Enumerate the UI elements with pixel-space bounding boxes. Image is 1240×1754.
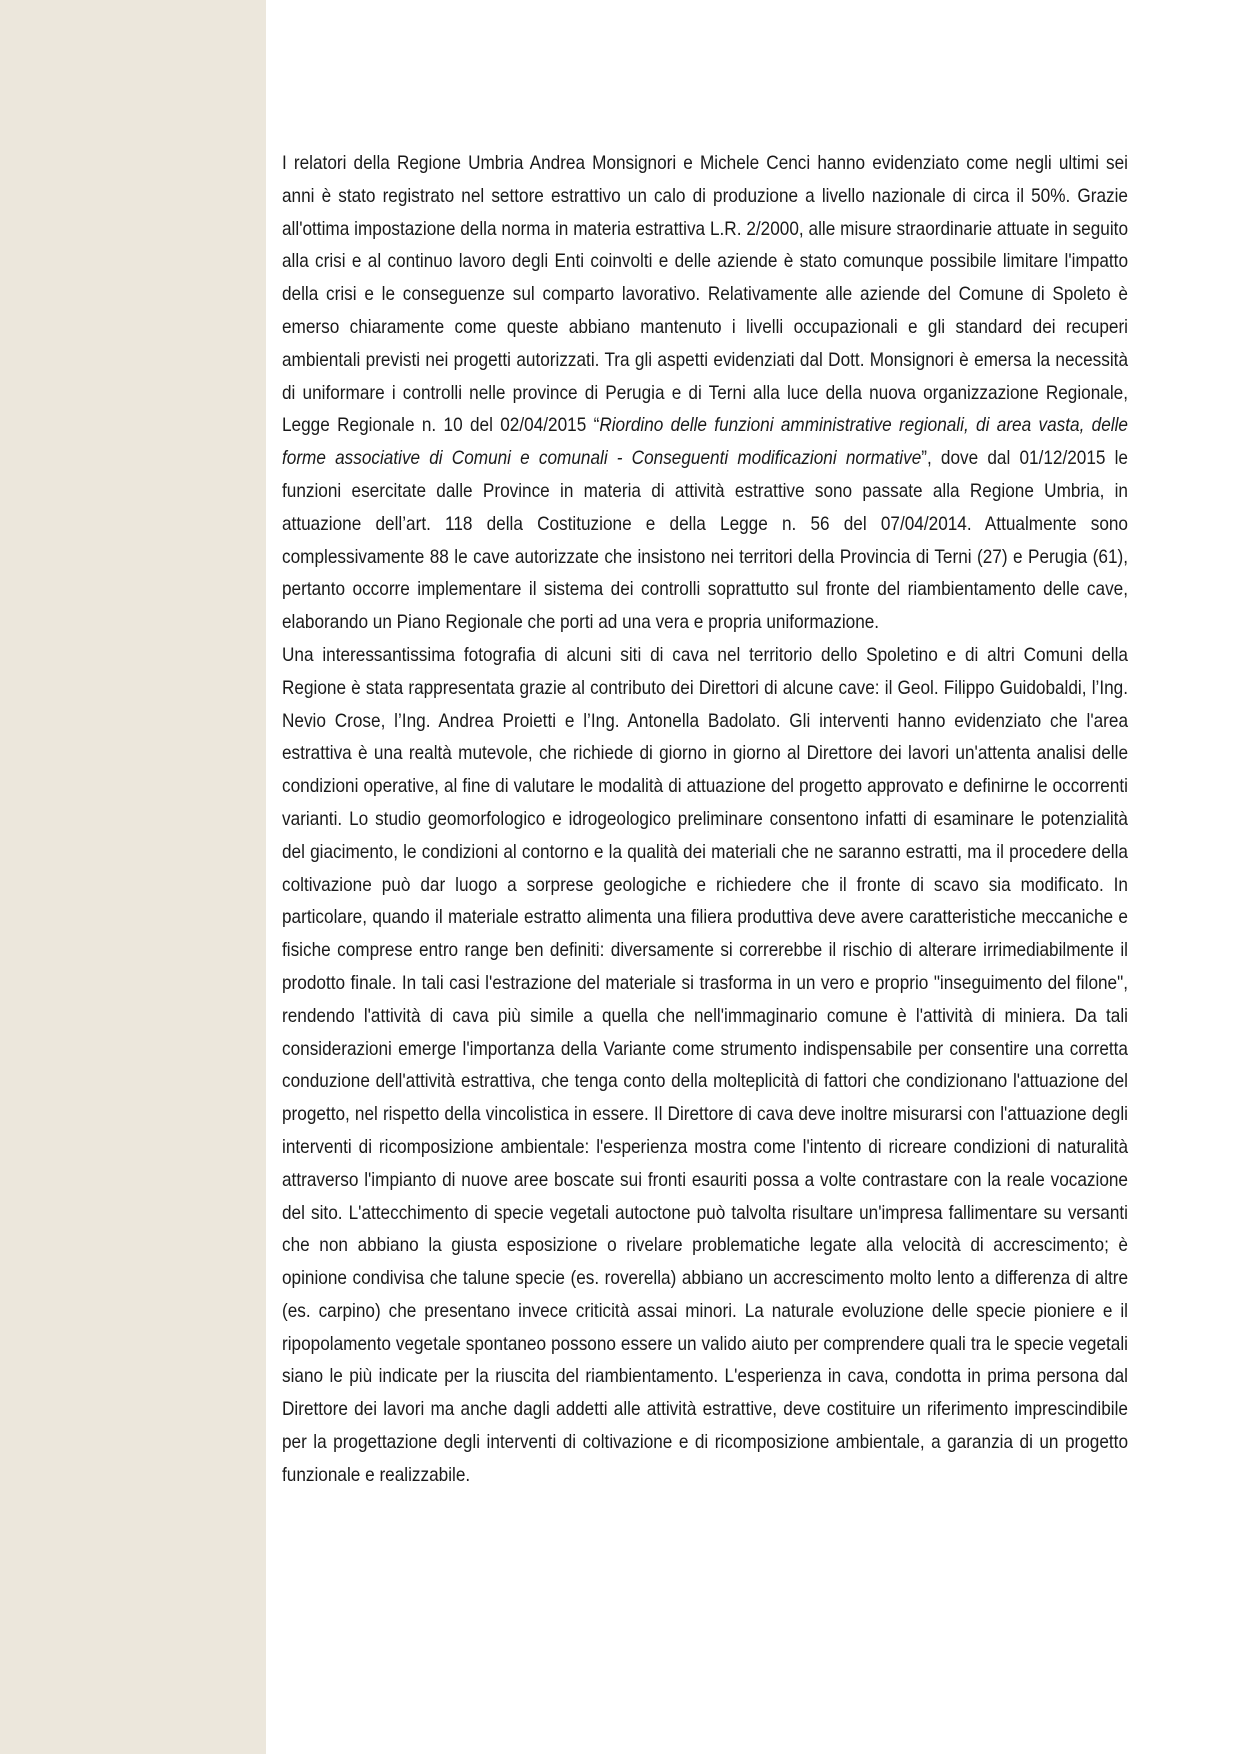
document-body [282,148,1128,1493]
paragraph-1-text-a: I relatori della Regione Umbria Andrea Monsignori e Michele Cenci hanno evidenziato come negli ultimi sei anni è stato registrato nel settore estrattivo un calo di produzione a livello nazionale di circa il 50%. Grazie all'ottima impostazione della norma in materia estrattiva L.R. 2/2000, alle misure straordinarie attuate in seguito alla crisi e al continuo lavoro degli Enti coinvolti e delle aziende è stato comunque possibile limitare l'impatto della crisi e le conseguenze sul comparto lavorativo. Relativamente alle aziende del Comune di Spoleto è emerso chiaramente come queste abbiano mantenuto i livelli occupazionali e gli standard dei recuperi ambientali previsti nei progetti autorizzati. Tra gli aspetti evidenziati dal Dott. Monsignori è emersa la necessità di uniformare i controlli nelle province di Perugia e di Terni alla luce della nuova organizzazione Regionale, Legge Regionale n. 10 del 02/04/2015 “ [282,153,1128,437]
paragraph-1 [282,148,1128,640]
law-title-italic: Riordino delle funzioni amministrative regionali, di area vasta, delle forme associative di Comuni e comunali - Conseguenti modificazioni normative [282,415,1128,470]
paragraph-2 [282,640,1128,1493]
paragraph-2-text: Una interessantissima fotografia di alcuni siti di cava nel territorio dello Spoletino e di altri Comuni della Regione è stata rappresentata grazie al contributo dei Direttori di alcune cave: il Geol. Filippo Guidobaldi, l’Ing. Nevio Crose, l’Ing. Andrea Proietti e l’Ing. Antonella Badolato. Gli interventi hanno evidenziato che l'area estrattiva è una realtà mutevole, che richiede di giorno in giorno al Direttore dei lavori un'attenta analisi delle condizioni operative, al fine di valutare le modalità di attuazione del progetto approvato e definirne le occorrenti varianti. Lo studio geomorfologico e idrogeologico preliminare consentono infatti di esaminare le potenzialità del giacimento, le condizioni al contorno e la qualità dei materiali che ne saranno estratti, ma il procedere della coltivazione può dar luogo a sorprese geologiche e richiedere che il fronte di scavo sia modificato. In particolare, quando il materiale estratto alimenta una filiera produttiva deve avere caratteristiche meccaniche e fisiche comprese entro range ben definiti: diversamente si correrebbe il rischio di alterare irrimediabilmente il prodotto finale. In tali casi l'estrazione del materiale si trasforma in un vero e proprio "inseguimento del filone", rendendo l'attività di cava più simile a quella che nell'immaginario comune è l'attività di miniera. Da tali considerazioni emerge l'importanza della Variante come strumento indispensabile per consentire una corretta conduzione dell'attività estrattiva, che tenga conto della molteplicità di fattori che condizionano l'attuazione del progetto, nel rispetto della vincolistica in essere. Il Direttore di cava deve inoltre misurarsi con l'attuazione degli interventi di ricomposizione ambientale: l'esperienza mostra come l'intento di ricreare condizioni di naturalità attraverso l'impianto di nuove aree boscate sui fronti esauriti possa a volte contrastare con la reale vocazione del sito. L'attecchimento di specie vegetali autoctone può talvolta risultare un'impresa fallimentare su versanti che non abbiano la giusta esposizione o rivelare problematiche legate alla velocità di accrescimento; è opinione condivisa che talune specie (es. roverella) abbiano un accrescimento molto lento a differenza di altre (es. carpino) che presentano invece criticità assai minori. La naturale evoluzione delle specie pioniere e il ripopolamento vegetale spontaneo possono essere un valido aiuto per comprendere quali tra le specie vegetali siano le più indicate per la riuscita del riambientamento. L'esperienza in cava, condotta in prima persona dal Direttore dei lavori ma anche dagli addetti alle attività estrattive, deve costituire un riferimento imprescindibile per la progettazione degli interventi di coltivazione e di ricomposizione ambientale, a garanzia di un progetto funzionale e realizzabile. [282,644,1128,1486]
page-margin-band [0,0,266,1754]
paragraph-1-text-b: ”, dove dal 01/12/2015 le funzioni esercitate dalle Province in materia di attività estrattive sono passate alla Regione Umbria, in attuazione dell’art. 118 della Costituzione e della Legge n. 56 del 07/04/2014. Attualmente sono complessivamente 88 le cave autorizzate che insistono nei territori della Provincia di Terni (27) e Perugia (61), pertanto occorre implementare il sistema dei controlli soprattutto sul fronte del riambientamento delle cave, elaborando un Piano Regionale che porti ad una vera e propria uniformazione. [282,448,1128,634]
